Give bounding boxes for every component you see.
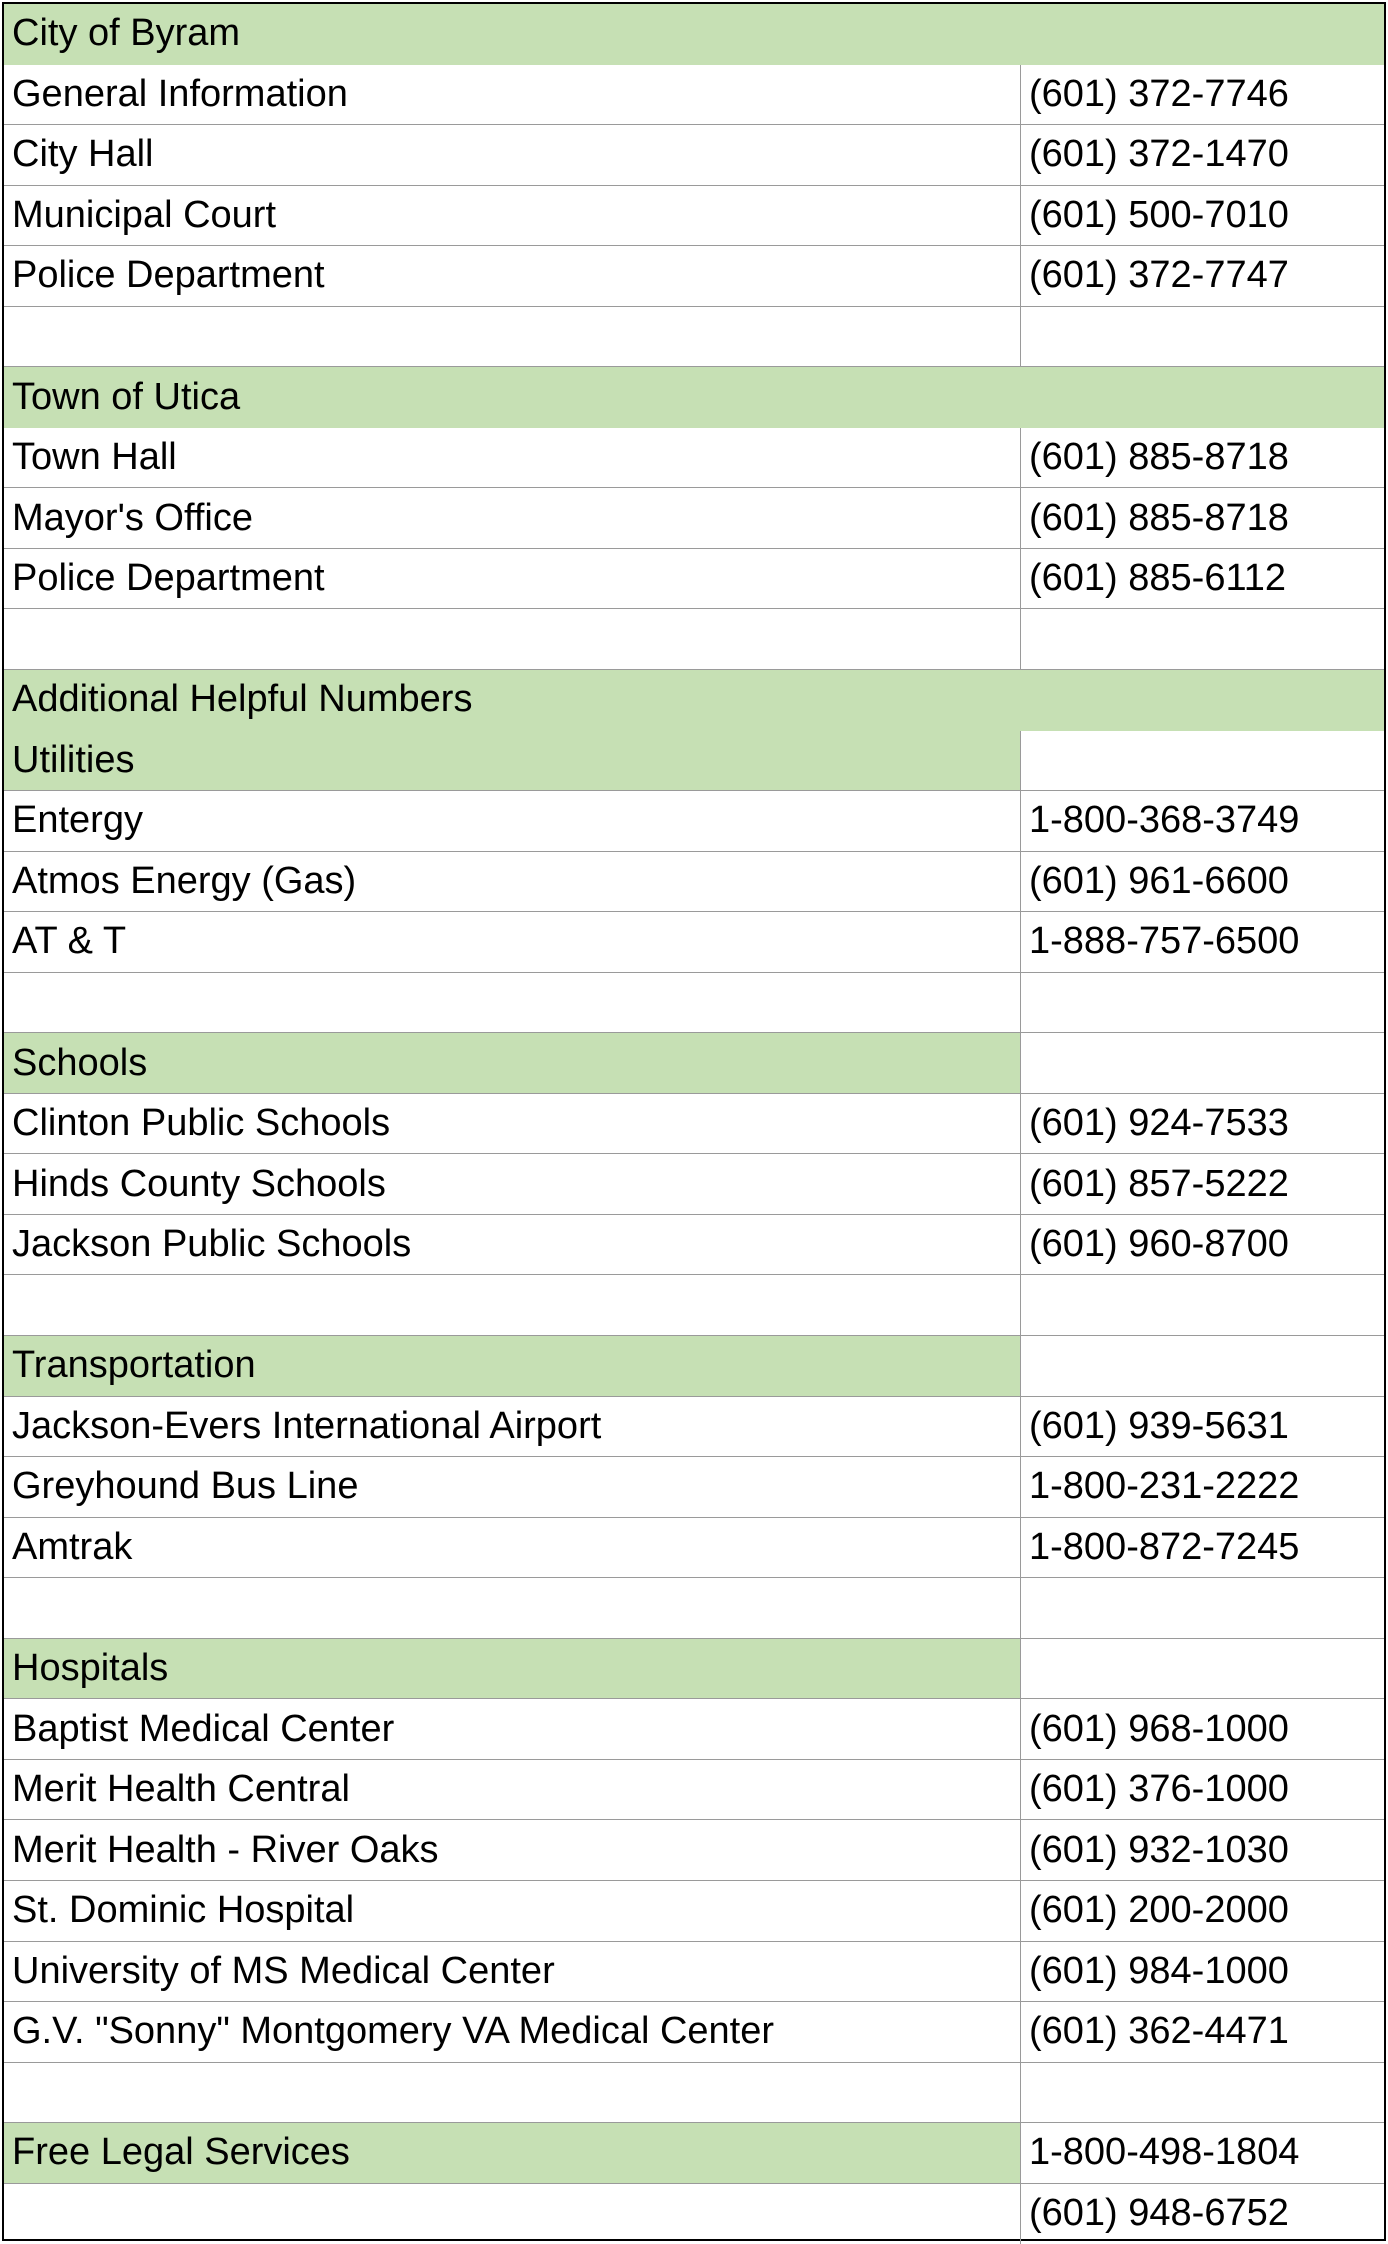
empty-cell <box>1020 2063 1384 2123</box>
phone-number: (601) 362-4471 <box>1020 2002 1384 2062</box>
blank-row <box>4 609 1384 670</box>
contact-name: Clinton Public Schools <box>12 1102 391 1145</box>
contact-name: Mayor's Office <box>12 496 253 539</box>
subsection-header-row <box>4 1336 1384 1397</box>
phone-number: (601) 885-8718 <box>1020 428 1384 488</box>
contact-name: Jackson Public Schools <box>12 1223 412 1266</box>
contact-name <box>4 2184 1020 2244</box>
empty-cell <box>1020 1275 1384 1335</box>
table-row <box>4 1154 1384 1215</box>
section-header-row <box>4 4 1384 65</box>
table-row <box>4 2184 1384 2244</box>
empty-cell <box>1020 609 1384 669</box>
phone-number: 1-800-231-2222 <box>1020 1457 1384 1517</box>
table-row <box>4 549 1384 610</box>
section-title: Town of Utica <box>12 375 241 418</box>
table-row <box>4 488 1384 549</box>
table-row <box>4 1457 1384 1518</box>
phone-directory-table <box>2 2 1386 2241</box>
phone-number: (601) 857-5222 <box>1020 1154 1384 1214</box>
empty-cell <box>1020 367 1384 427</box>
contact-name: Hinds County Schools <box>12 1162 386 1205</box>
contact-name: Merit Health Central <box>12 1768 350 1811</box>
blank-row <box>4 2063 1384 2124</box>
phone-number: (601) 372-1470 <box>1020 125 1384 185</box>
phone-number: (601) 500-7010 <box>1020 186 1384 246</box>
phone-number: (601) 885-6112 <box>1020 549 1384 609</box>
contact-name: Municipal Court <box>12 193 276 236</box>
contact-name: St. Dominic Hospital <box>12 1889 355 1932</box>
phone-number: (601) 372-7747 <box>1020 246 1384 306</box>
contact-name: General Information <box>12 72 348 115</box>
section-title: Transportation <box>4 1336 1020 1396</box>
phone-number: 1-800-498-1804 <box>1020 2123 1384 2183</box>
phone-number: 1-800-872-7245 <box>1020 1518 1384 1578</box>
contact-name: Police Department <box>12 254 325 297</box>
phone-number: (601) 885-8718 <box>1020 488 1384 548</box>
table-row <box>4 428 1384 489</box>
empty-cell <box>1020 1033 1384 1093</box>
empty-cell <box>1020 973 1384 1033</box>
table-row <box>4 1094 1384 1155</box>
empty-cell <box>4 2063 1020 2123</box>
phone-number: (601) 968-1000 <box>1020 1699 1384 1759</box>
table-row <box>4 852 1384 913</box>
blank-row <box>4 1578 1384 1639</box>
blank-row <box>4 1275 1384 1336</box>
table-row <box>4 125 1384 186</box>
contact-name: City Hall <box>12 133 154 176</box>
empty-cell <box>1020 4 1384 64</box>
table-row <box>4 1518 1384 1579</box>
contact-name: Atmos Energy (Gas) <box>12 859 357 902</box>
empty-cell <box>1020 1336 1384 1396</box>
phone-number: (601) 939-5631 <box>1020 1397 1384 1457</box>
subsection-header-row <box>4 2123 1384 2184</box>
blank-row <box>4 307 1384 368</box>
section-title: Free Legal Services <box>4 2123 1020 2183</box>
empty-cell <box>4 1275 1020 1335</box>
table-row <box>4 1215 1384 1276</box>
subsection-header-row <box>4 731 1384 792</box>
contact-name: Merit Health - River Oaks <box>12 1828 439 1871</box>
table-row <box>4 1820 1384 1881</box>
phone-number: 1-800-368-3749 <box>1020 791 1384 851</box>
empty-cell <box>1020 731 1384 791</box>
contact-name: Entergy <box>12 799 143 842</box>
table-row <box>4 1881 1384 1942</box>
blank-row <box>4 973 1384 1034</box>
table-row <box>4 1942 1384 2003</box>
phone-number: 1-888-757-6500 <box>1020 912 1384 972</box>
phone-number: (601) 948-6752 <box>1020 2184 1384 2244</box>
empty-cell <box>4 973 1020 1033</box>
table-row <box>4 2002 1384 2063</box>
section-title: City of Byram <box>12 12 241 55</box>
contact-name: Town Hall <box>12 436 177 479</box>
phone-number: (601) 984-1000 <box>1020 1942 1384 2002</box>
subsection-header-row <box>4 1033 1384 1094</box>
section-title: Additional Helpful Numbers <box>12 678 473 721</box>
empty-cell <box>1020 307 1384 367</box>
phone-number: (601) 924-7533 <box>1020 1094 1384 1154</box>
table-row <box>4 65 1384 126</box>
contact-name: Police Department <box>12 557 325 600</box>
empty-cell <box>1020 670 1384 730</box>
contact-name: G.V. "Sonny" Montgomery VA Medical Center <box>12 2010 775 2053</box>
phone-number: (601) 961-6600 <box>1020 852 1384 912</box>
subsection-header-row <box>4 1639 1384 1700</box>
table-row <box>4 912 1384 973</box>
phone-number: (601) 960-8700 <box>1020 1215 1384 1275</box>
table-row <box>4 186 1384 247</box>
phone-number: (601) 376-1000 <box>1020 1760 1384 1820</box>
section-title: Hospitals <box>4 1639 1020 1699</box>
table-row <box>4 791 1384 852</box>
empty-cell <box>4 609 1020 669</box>
section-header-row <box>4 670 1384 731</box>
phone-number: (601) 200-2000 <box>1020 1881 1384 1941</box>
empty-cell <box>4 1578 1020 1638</box>
contact-name: Jackson-Evers International Airport <box>12 1404 602 1447</box>
phone-number: (601) 372-7746 <box>1020 65 1384 125</box>
table-row <box>4 1699 1384 1760</box>
contact-name: Baptist Medical Center <box>12 1707 395 1750</box>
section-header-row <box>4 367 1384 428</box>
contact-name: AT & T <box>12 920 127 963</box>
empty-cell <box>1020 1639 1384 1699</box>
contact-name: Amtrak <box>12 1525 133 1568</box>
table-row <box>4 1397 1384 1458</box>
section-title: Schools <box>4 1033 1020 1093</box>
contact-name: Greyhound Bus Line <box>12 1465 359 1508</box>
phone-number: (601) 932-1030 <box>1020 1820 1384 1880</box>
empty-cell <box>4 307 1020 367</box>
contact-name: University of MS Medical Center <box>12 1949 555 1992</box>
table-row <box>4 1760 1384 1821</box>
empty-cell <box>1020 1578 1384 1638</box>
table-row <box>4 246 1384 307</box>
section-title: Utilities <box>4 731 1020 791</box>
